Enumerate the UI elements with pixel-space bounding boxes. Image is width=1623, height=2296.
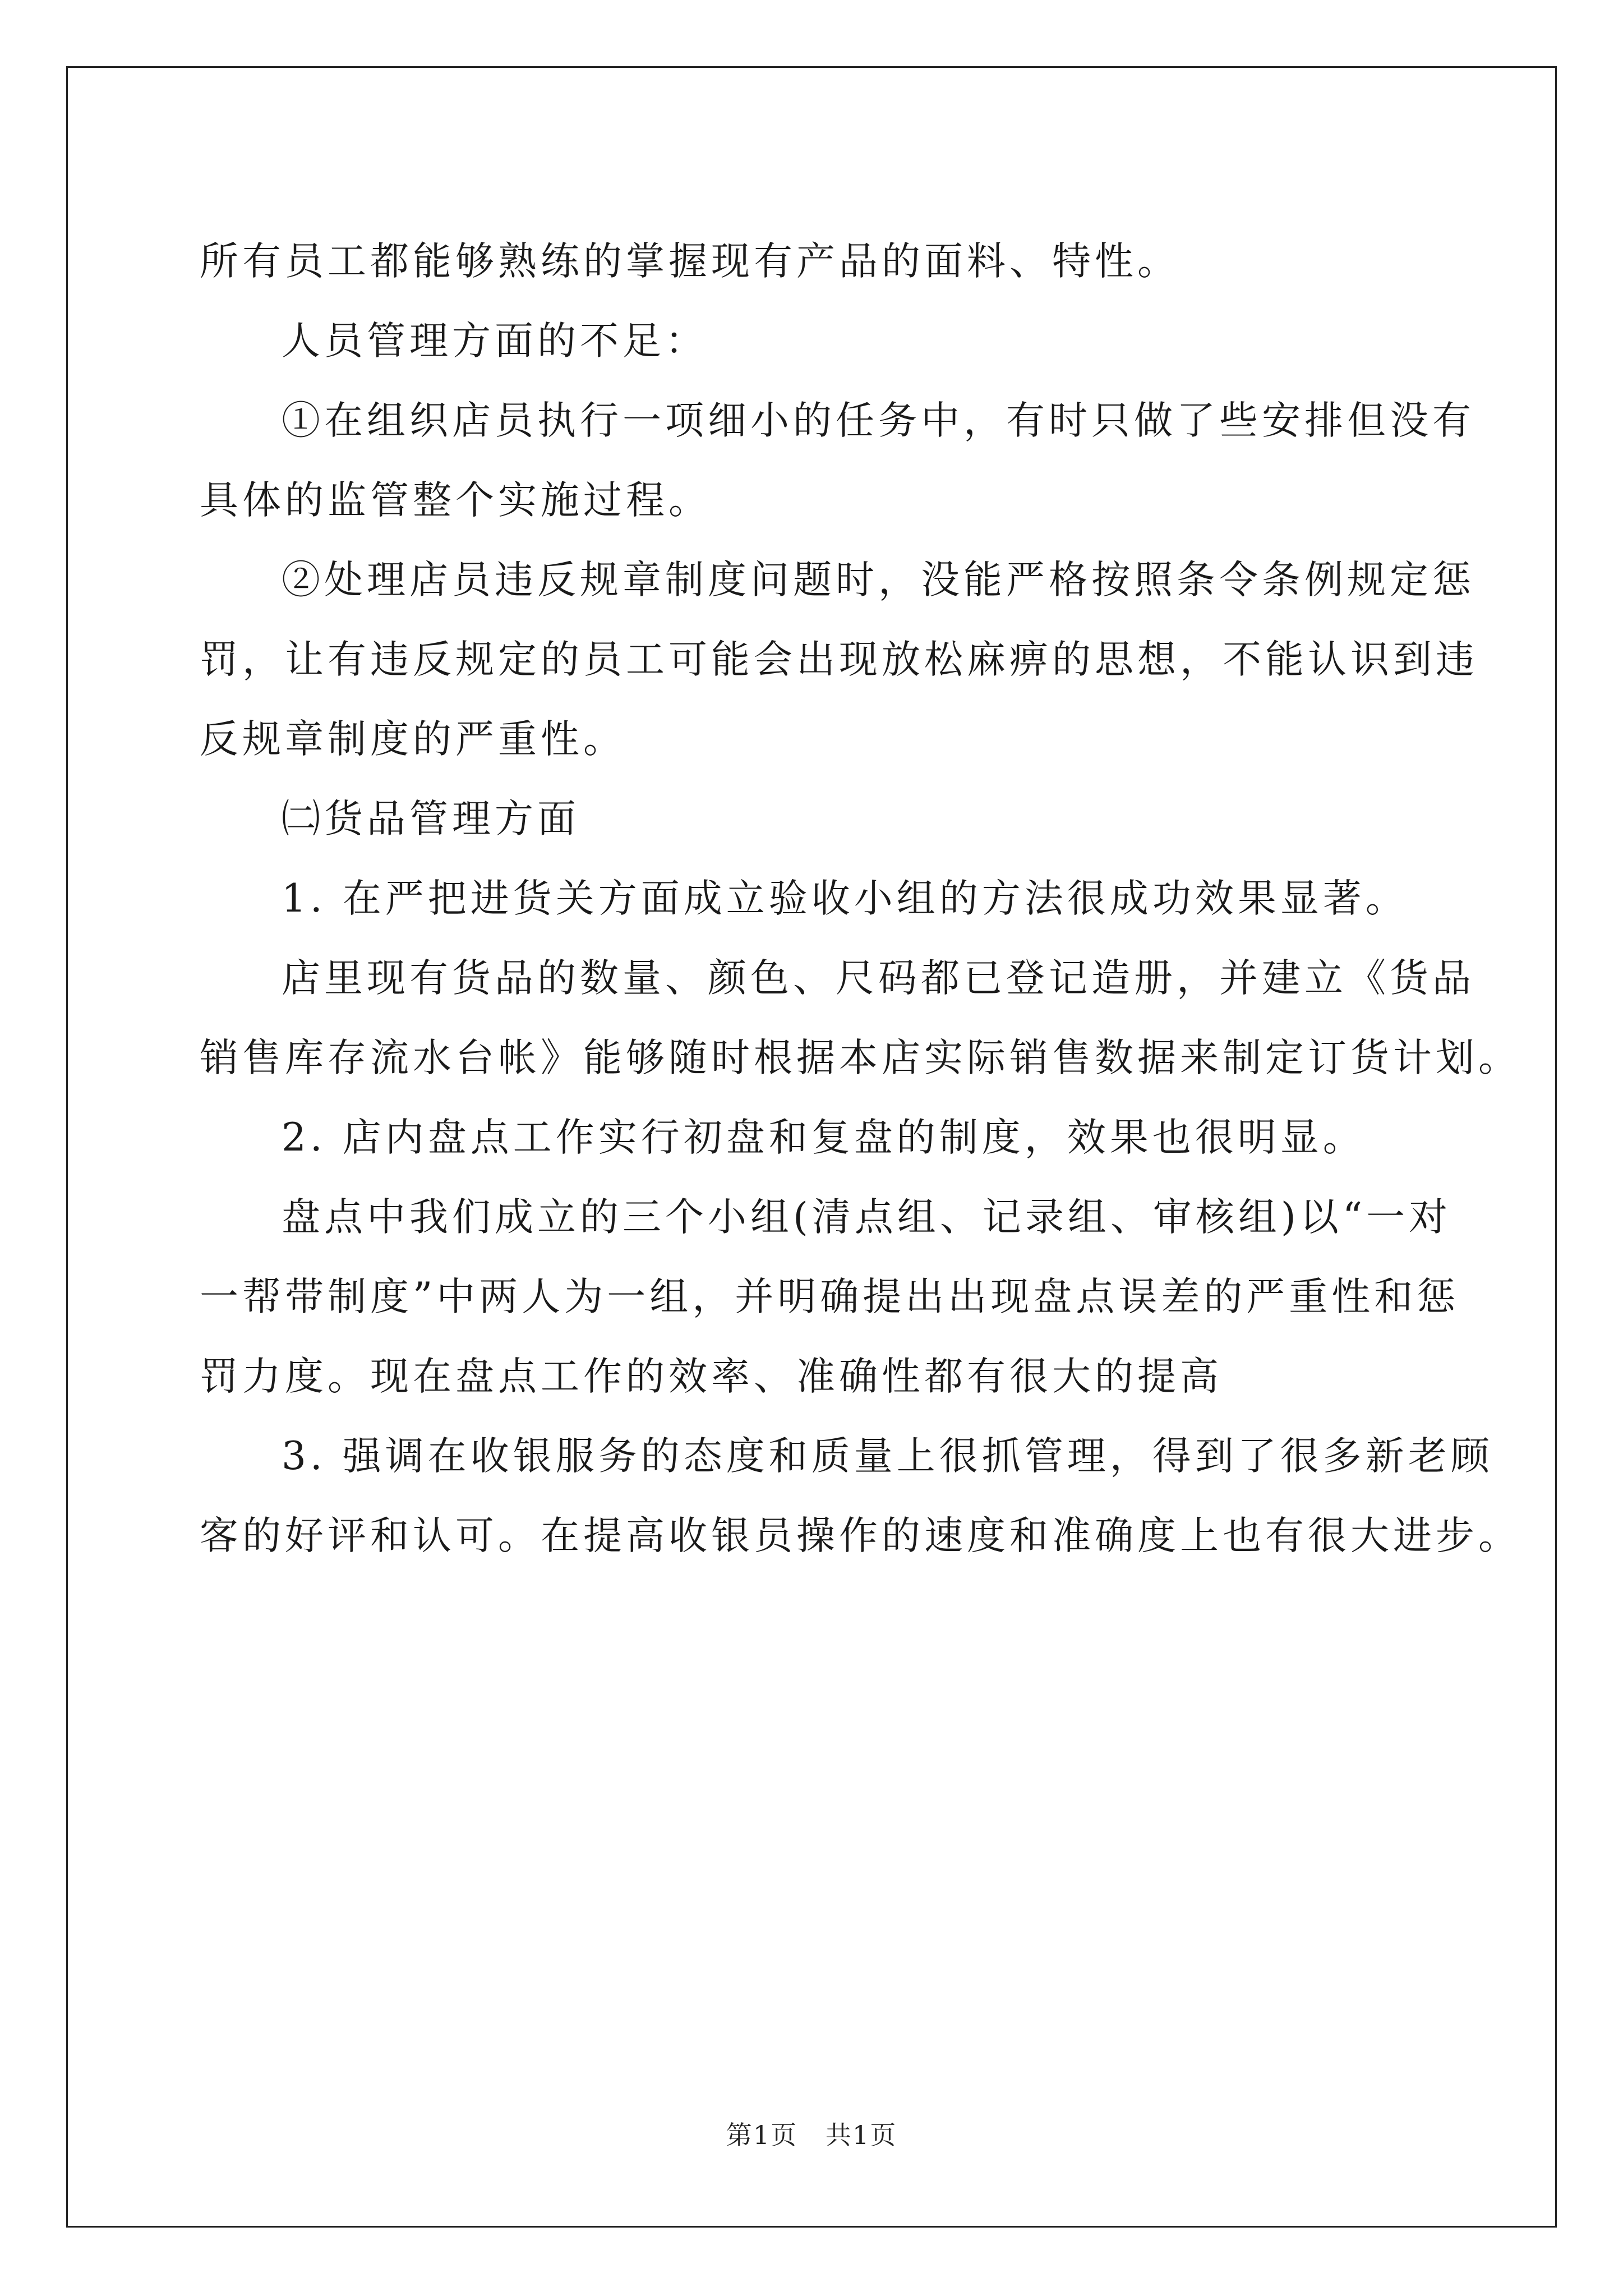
- text-line: 2. 店内盘点工作实行初盘和复盘的制度，效果也很明显。: [282, 1115, 1366, 1160]
- text-line: 罚，让有违反规定的员工可能会出现放松麻痹的思想，不能认识到违: [200, 637, 1478, 682]
- document-body: [200, 222, 1521, 1576]
- page-footer: 第1页 共1页: [726, 2120, 897, 2150]
- text-line: 所有员工都能够熟练的掌握现有产品的面料、特性。: [200, 239, 1180, 284]
- text-line: 具体的监管整个实施过程。: [200, 478, 711, 523]
- text-line: 罚力度。现在盘点工作的效率、准确性都有很大的提高: [200, 1354, 1223, 1399]
- text-line: 店里现有货品的数量、颜色、尺码都已登记造册，并建立《货品: [282, 956, 1475, 1001]
- text-line: 客的好评和认可。在提高收银员操作的速度和准确度上也有很大进步。: [200, 1513, 1521, 1558]
- text-line: 盘点中我们成立的三个小组(清点组、记录组、审核组)以“一对: [282, 1195, 1452, 1240]
- text-line: 反规章制度的严重性。: [200, 717, 626, 762]
- text-line: 1. 在严把进货关方面成立验收小组的方法很成功效果显著。: [282, 876, 1408, 921]
- text-line: ①在组织店员执行一项细小的任务中，有时只做了些安排但没有: [282, 398, 1475, 443]
- section-heading: ㈡货品管理方面: [282, 797, 580, 841]
- text-line: ②处理店员违反规章制度问题时，没能严格按照条令条例规定惩: [282, 558, 1475, 602]
- text-line: 一帮带制度”中两人为一组，并明确提出出现盘点误差的严重性和惩: [200, 1274, 1460, 1319]
- text-line: 3. 强调在收银服务的态度和质量上很抓管理，得到了很多新老顾: [282, 1434, 1493, 1479]
- text-line: 人员管理方面的不足：: [282, 319, 708, 364]
- text-line: 销售库存流水台帐》能够随时根据本店实际销售数据来制定订货计划。: [200, 1036, 1521, 1080]
